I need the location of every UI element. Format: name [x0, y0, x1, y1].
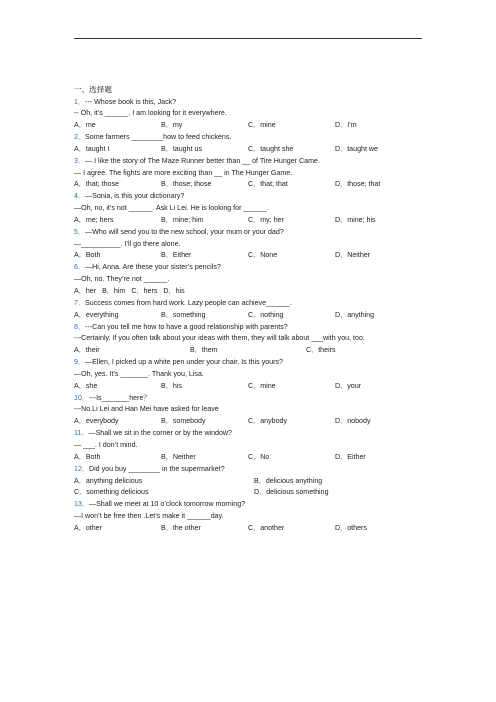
answer-option[interactable]: D．taught we: [335, 144, 378, 153]
answer-option[interactable]: C．theirs: [306, 346, 336, 355]
question-text: —Sonia, is this your dictionary?: [85, 192, 185, 201]
question-number: 1．: [74, 97, 86, 106]
question-number: 11．: [74, 429, 89, 438]
question-text: ---No.Li Lei and Han Mei have asked for leave: [74, 405, 219, 414]
answer-option[interactable]: A．everything: [74, 310, 119, 319]
answer-option[interactable]: C．mine: [248, 381, 276, 390]
question-stem: [74, 227, 434, 239]
answer-option[interactable]: C．anybody: [248, 417, 288, 426]
question-line: [74, 168, 434, 180]
question-text: — I like the story of The Maze Runner better than __ of Tire Hunger Came.: [85, 156, 320, 165]
question-text: Success comes from hard work. Lazy people can achieve______.: [85, 298, 292, 307]
question-line: [74, 274, 434, 286]
question-stem: [74, 428, 434, 440]
question-stem: [74, 132, 434, 144]
answer-option[interactable]: B．something: [161, 310, 206, 319]
answer-options: [74, 452, 434, 464]
answer-option[interactable]: A．her: [74, 287, 97, 295]
answer-option[interactable]: B．those; those: [161, 180, 212, 189]
answer-option[interactable]: B．somebody: [161, 417, 206, 426]
question-number: 12．: [74, 464, 89, 473]
question-number: 5．: [74, 227, 86, 236]
question-text: -- Oh, it’s ______. I am looking for it everywhere.: [74, 109, 227, 118]
question-line: [74, 333, 434, 345]
answer-option[interactable]: C．something delicious: [74, 488, 149, 497]
question-stem: [74, 464, 434, 476]
answer-options: [74, 487, 434, 499]
question-list: [74, 97, 434, 535]
question-number: 10．: [74, 393, 89, 402]
answer-options: [74, 416, 434, 428]
answer-option[interactable]: A．everybody: [74, 417, 119, 426]
answer-option[interactable]: C．that; that: [248, 180, 288, 189]
answer-option[interactable]: A．their: [74, 346, 100, 355]
answer-option[interactable]: A．me: [74, 121, 96, 130]
section-title: 一、选择题: [74, 85, 112, 94]
answer-option[interactable]: C．None: [248, 251, 278, 260]
answer-option[interactable]: C．mine: [248, 121, 276, 130]
answer-option[interactable]: D．his: [163, 287, 185, 295]
question-text: —Who will send you to the new school, your mum or your dad?: [85, 227, 284, 236]
question-line: [74, 108, 434, 120]
header-rule: [74, 38, 422, 39]
question-stem: [74, 97, 434, 109]
answer-option[interactable]: B．taught us: [161, 144, 203, 153]
answer-option[interactable]: A．me; hers: [74, 215, 114, 224]
answer-option[interactable]: C．my; her: [248, 215, 284, 224]
question-text: --- Whose book is this, Jack?: [85, 97, 177, 106]
answer-option[interactable]: C．nothing: [248, 310, 284, 319]
answer-options: [74, 144, 434, 156]
answer-options: [74, 286, 434, 298]
question-text: —Shall we meet at 10 o’clock tomorrow morning?: [88, 500, 246, 509]
question-line: [74, 203, 434, 215]
question-text: —Ellen, I picked up a white pen under your chair. Is this yours?: [85, 358, 283, 367]
question-text: — I agree. The fights are more exciting than __ in The Hunger Game.: [74, 168, 293, 177]
answer-option[interactable]: C．taught she: [248, 144, 294, 153]
answer-options: [74, 523, 434, 535]
question-line: [74, 511, 434, 523]
answer-option[interactable]: B．his: [161, 381, 182, 390]
answer-options: [74, 120, 434, 132]
answer-option[interactable]: D．nobody: [335, 417, 371, 426]
question-text: —I won’t be free then .Let’s make it ______day.: [74, 512, 224, 521]
question-stem: [74, 393, 434, 405]
question-stem: [74, 322, 434, 334]
question-number: 4．: [74, 192, 86, 201]
question-stem: [74, 499, 434, 511]
answer-options: [74, 310, 434, 322]
answer-option[interactable]: B．Either: [161, 251, 192, 260]
question-text: —Shall we sit in the corner or by the window?: [88, 429, 232, 438]
question-text: —__________. I’ll go there alone.: [74, 239, 181, 248]
answer-option[interactable]: B．my: [161, 121, 183, 130]
answer-option[interactable]: B．them: [190, 346, 218, 355]
answer-option[interactable]: D．I’m: [335, 121, 357, 130]
question-number: 7．: [74, 298, 86, 307]
question-text: ---Certainly. If you often talk about your ideas with them, they will talk about ___with you, too.: [74, 334, 365, 343]
answer-option[interactable]: A．she: [74, 381, 98, 390]
question-text: ---Can you tell me how to have a good relationship with parents?: [85, 322, 288, 331]
question-stem: [74, 357, 434, 369]
question-number: 2．: [74, 133, 86, 142]
question-text: ---Is_______here？: [88, 393, 151, 402]
question-number: 13．: [74, 500, 89, 509]
answer-option[interactable]: B．delicious anything: [254, 476, 323, 485]
answer-options: [74, 345, 434, 357]
question-line: [74, 239, 434, 251]
question-text: Some farmers ________how to feed chickens.: [85, 133, 232, 142]
question-text: —Oh, no. They’re not ______.: [74, 275, 170, 284]
question-line: [74, 369, 434, 381]
question-stem: [74, 191, 434, 203]
answer-option[interactable]: C．another: [248, 523, 285, 532]
question-line: [74, 404, 434, 416]
answer-option[interactable]: A．anything delicious: [74, 476, 143, 485]
answer-option[interactable]: D．your: [335, 381, 362, 390]
answer-option[interactable]: D．delicious something: [254, 488, 329, 497]
question-stem: [74, 298, 434, 310]
question-number: 3．: [74, 156, 86, 165]
answer-options: [74, 179, 434, 191]
question-number: 9．: [74, 358, 86, 367]
question-text: —Hi, Anna. Are these your sister’s pencils?: [85, 263, 221, 272]
question-text: — ___. I don’t mind.: [74, 440, 138, 449]
answer-option[interactable]: D．mine; his: [335, 215, 376, 224]
answer-option[interactable]: D．those; that: [335, 180, 381, 189]
answer-option[interactable]: B．the other: [161, 523, 201, 532]
answer-option[interactable]: D．others: [335, 523, 367, 532]
answer-option[interactable]: B．mine; him: [161, 215, 204, 224]
question-text: Did you buy ________ in the supermarket?: [88, 464, 225, 473]
question-number: 8．: [74, 322, 86, 331]
answer-options: [74, 476, 434, 488]
question-text: —Oh, yes. It’s _______. Thank you, Lisa.: [74, 369, 204, 378]
answer-option[interactable]: B．Neither: [161, 452, 196, 461]
answer-option[interactable]: D．Either: [335, 452, 366, 461]
answer-option[interactable]: A．other: [74, 523, 102, 532]
answer-option[interactable]: A．Both: [74, 452, 101, 461]
answer-option[interactable]: C．No: [248, 452, 270, 461]
answer-option[interactable]: C．hers: [131, 287, 158, 295]
answer-options: [74, 215, 434, 227]
question-line: [74, 440, 434, 452]
answer-options: [74, 250, 434, 262]
answer-option[interactable]: D．Neither: [335, 251, 371, 260]
answer-option[interactable]: A．Both: [74, 251, 101, 260]
question-number: 6．: [74, 263, 86, 272]
exam-document: [74, 84, 434, 535]
question-stem: [74, 156, 434, 168]
question-text: —Oh, no, it’s not ______. Ask Li Lei. He is looking for ______.: [74, 204, 270, 213]
answer-option[interactable]: B．him: [102, 287, 126, 295]
answer-options: [74, 381, 434, 393]
answer-option[interactable]: A．taught I: [74, 144, 110, 153]
question-stem: [74, 262, 434, 274]
answer-option[interactable]: A．that; those: [74, 180, 119, 189]
answer-option[interactable]: D．anything: [335, 310, 375, 319]
